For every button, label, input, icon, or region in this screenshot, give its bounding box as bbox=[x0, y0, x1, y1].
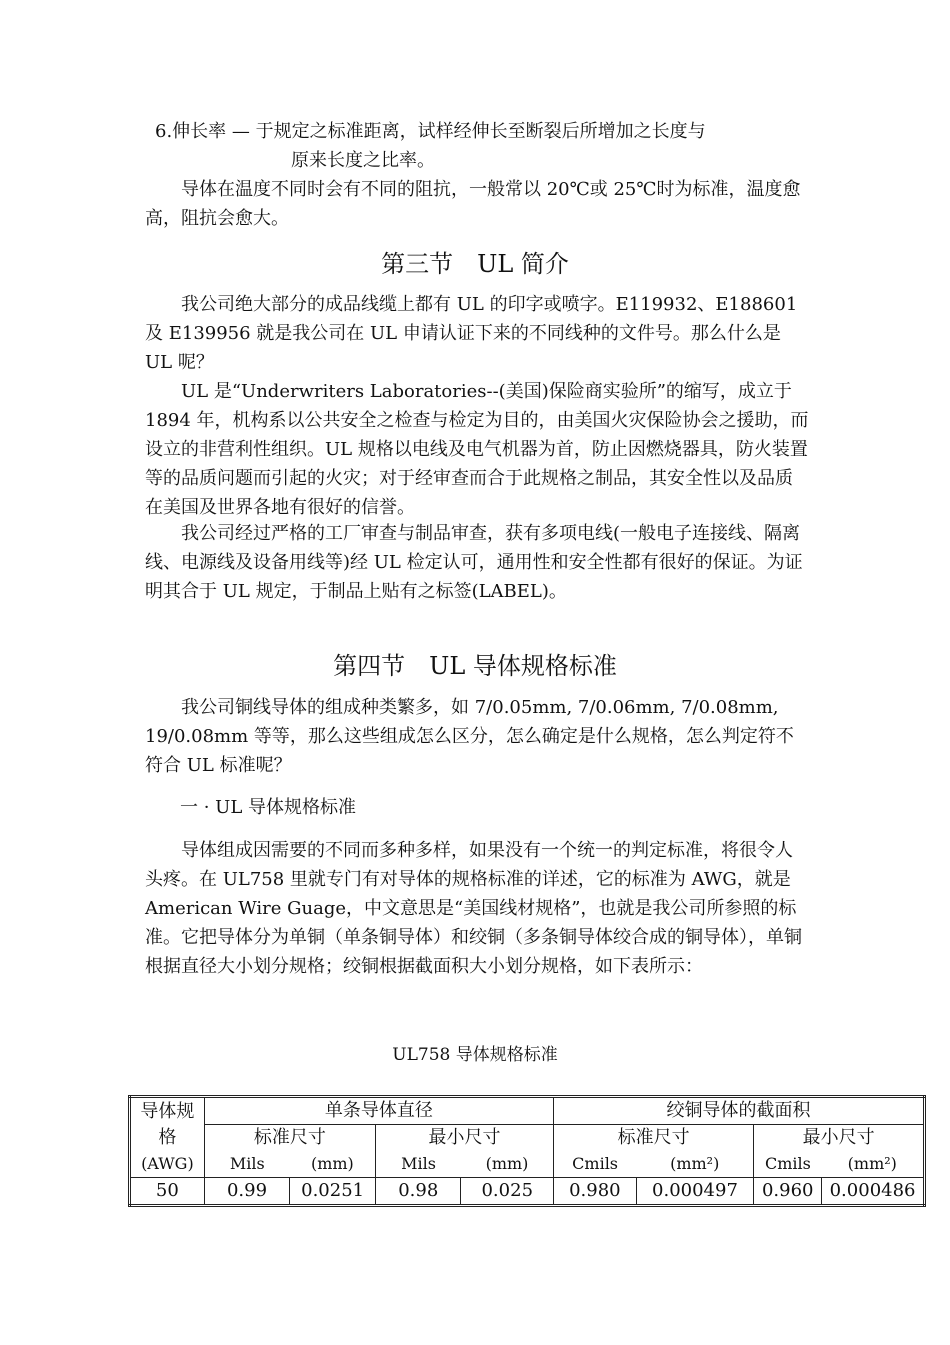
solid-minimum-header: 最小尺寸 bbox=[376, 1125, 554, 1152]
table-header-row-2 bbox=[130, 1125, 925, 1152]
stranded-minimum-header: 最小尺寸 bbox=[754, 1125, 925, 1152]
gauge-header-line-3: (AWG) bbox=[141, 1153, 194, 1173]
table-units-row bbox=[130, 1151, 925, 1178]
unit-mm2: (mm²) bbox=[636, 1151, 754, 1178]
unit-mm: (mm) bbox=[461, 1151, 554, 1178]
paragraph-resistance: 导体在温度不同时会有不同的阻抗，一般常以 20℃或 25℃时为标准，温度愈高，阻抗会愈大。 bbox=[145, 179, 801, 229]
table-cell: 0.980 bbox=[554, 1178, 637, 1206]
table-row bbox=[130, 1178, 925, 1206]
table-caption: UL758 导体规格标准 bbox=[392, 1045, 558, 1065]
gauge-header-cell bbox=[130, 1097, 205, 1178]
solid-standard-header: 标准尺寸 bbox=[204, 1125, 375, 1152]
section4-title: 第四节 UL 导体规格标准 bbox=[333, 652, 617, 680]
section3-title: 第三节 UL 简介 bbox=[381, 250, 569, 278]
table-header-row-1 bbox=[130, 1097, 925, 1125]
stranded-standard-header: 标准尺寸 bbox=[554, 1125, 754, 1152]
table-cell: 0.000486 bbox=[822, 1178, 925, 1206]
section3-paragraph-3: 我公司经过严格的工厂审查与制品审查，获有多项电线(一般电子连接线、隔离线、电源线及设备用线等)经 UL 检定认可，通用性和安全性都有很好的保证。为证明其合于 UL 规定，于制品上贴有之标签(LABEL)。 bbox=[145, 523, 803, 602]
table-cell: 0.025 bbox=[461, 1178, 554, 1206]
unit-cmils: Cmils bbox=[554, 1151, 637, 1178]
unit-cmils: Cmils bbox=[754, 1151, 822, 1178]
table-cell: 0.98 bbox=[376, 1178, 461, 1206]
stranded-area-header: 绞铜导体的截面积 bbox=[554, 1097, 925, 1125]
section3-paragraph-2: UL 是“Underwriters Laboratories--(美国)保险商实验所”的缩写，成立于 1894 年，机构系以公共安全之检查与检定为目的，由美国火灾保险协会之援助，而设立的非营利性组织。UL 规格以电线及电气机器为首，防止因燃烧器具，防火装置等的品质问题而引起的火灾；对于经审查而合于此规格之制品，其安全性以及品质在美国及世界各地有很好的信誉。 bbox=[145, 381, 809, 518]
table-cell: 50 bbox=[130, 1178, 205, 1206]
awg-spec-table bbox=[128, 1095, 926, 1207]
section3-paragraph-1: 我公司绝大部分的成品线缆上都有 UL 的印字或喷字。E119932、E188601 及 E139956 就是我公司在 UL 申请认证下来的不同线种的文件号。那么什么是 UL 呢？ bbox=[145, 294, 798, 373]
table-cell: 0.960 bbox=[754, 1178, 822, 1206]
table-cell: 0.99 bbox=[204, 1178, 289, 1206]
gauge-header-line-1: 导体规 bbox=[140, 1100, 195, 1122]
table-cell: 0.0251 bbox=[290, 1178, 376, 1206]
table-cell: 0.000497 bbox=[636, 1178, 754, 1206]
section4-subheading: 一 · UL 导体规格标准 bbox=[180, 797, 357, 818]
unit-mils: Mils bbox=[376, 1151, 461, 1178]
unit-mm: (mm) bbox=[290, 1151, 376, 1178]
unit-mm2: (mm²) bbox=[822, 1151, 925, 1178]
section4-paragraph-2: 导体组成因需要的不同而多种多样，如果没有一个统一的判定标准，将很令人头疼。在 UL758 里就专门有对导体的规格标准的详述，它的标准为 AWG，就是 American Wire Guage，中文意思是“美国线材规格”，也就是我公司所参照的标准。它把导体分为单铜（单条铜导体）和绞铜（多条铜导体绞合成的铜导体），单铜根据直径大小划分规格；绞铜根据截面积大小划分规格，如下表所示： bbox=[145, 840, 802, 977]
solid-diameter-header: 单条导体直径 bbox=[204, 1097, 553, 1125]
unit-mils: Mils bbox=[204, 1151, 289, 1178]
item6-line2: 原来长度之比率。 bbox=[291, 150, 435, 171]
item6-line1: 6.伸长率 — 于规定之标准距离，试样经伸长至断裂后所增加之长度与 bbox=[155, 121, 706, 142]
section4-paragraph-1: 我公司铜线导体的组成种类繁多，如 7/0.05mm, 7/0.06mm, 7/0.08mm, 19/0.08mm 等等，那么这些组成怎么区分，怎么确定是什么规格，怎么判定符不符合 UL 标准呢？ bbox=[145, 697, 794, 776]
gauge-header-line-2: 格 bbox=[158, 1126, 177, 1148]
